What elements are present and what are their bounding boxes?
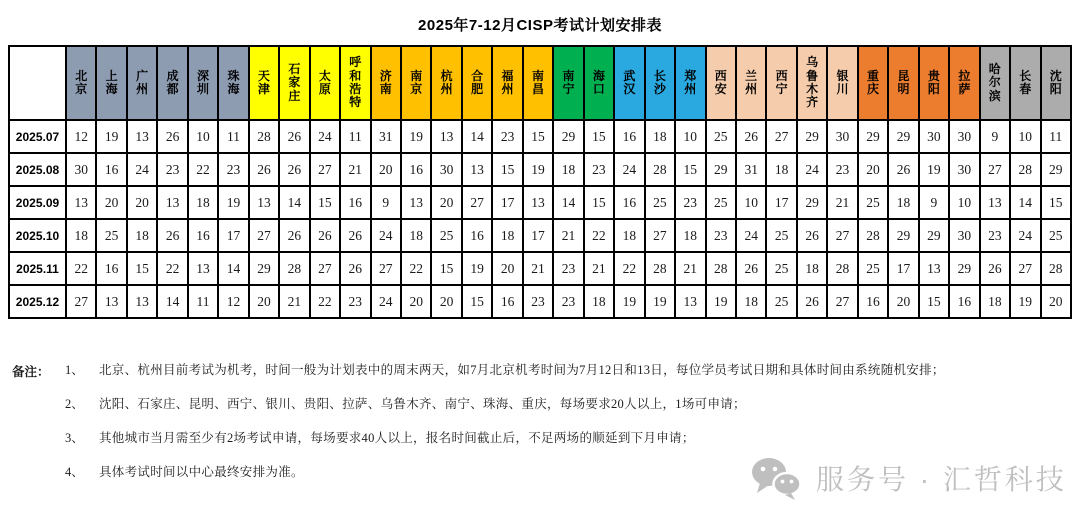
exam-date-cell: 27 [827,219,857,252]
exam-date-cell: 16 [96,252,126,285]
exam-date-cell: 16 [188,219,218,252]
exam-date-cell: 16 [492,285,522,318]
exam-date-cell: 11 [340,120,370,153]
exam-date-cell: 18 [736,285,766,318]
exam-date-cell: 28 [249,120,279,153]
month-row-label: 2025.10 [9,219,66,252]
exam-date-cell: 21 [523,252,553,285]
exam-date-cell: 28 [706,252,736,285]
table-row [9,120,1071,153]
exam-date-cell: 19 [1010,285,1040,318]
exam-date-cell: 15 [492,153,522,186]
exam-date-cell: 23 [675,186,705,219]
exam-date-cell: 18 [980,285,1010,318]
exam-date-cell: 15 [1041,186,1072,219]
exam-date-cell: 25 [431,219,461,252]
exam-date-cell: 27 [310,252,340,285]
exam-date-cell: 29 [706,153,736,186]
exam-date-cell: 10 [188,120,218,153]
exam-date-cell: 14 [279,186,309,219]
exam-date-cell: 30 [949,120,979,153]
city-header: 西安 [706,46,736,120]
city-header: 济南 [371,46,401,120]
exam-date-cell: 14 [462,120,492,153]
exam-date-cell: 17 [218,219,248,252]
exam-date-cell: 24 [614,153,644,186]
exam-date-cell: 26 [736,120,766,153]
exam-date-cell: 25 [96,219,126,252]
exam-date-cell: 26 [157,219,187,252]
exam-date-cell: 25 [706,186,736,219]
exam-date-cell: 26 [340,219,370,252]
exam-date-cell: 28 [279,252,309,285]
exam-date-cell: 30 [431,153,461,186]
note-number: 3、 [65,431,84,445]
exam-date-cell: 21 [675,252,705,285]
exam-date-cell: 25 [858,186,888,219]
exam-date-cell: 18 [797,252,827,285]
exam-date-cell: 26 [797,219,827,252]
exam-date-cell: 20 [431,285,461,318]
exam-date-cell: 19 [401,120,431,153]
exam-date-cell: 27 [1010,252,1040,285]
exam-date-cell: 19 [614,285,644,318]
exam-date-cell: 22 [401,252,431,285]
exam-date-cell: 20 [127,186,157,219]
exam-date-cell: 9 [919,186,949,219]
note-text: 其他城市当月需至少有2场考试申请，每场要求40人以上，报名时间截止后，不足两场的顺延到下月申请； [99,431,695,445]
watermark [750,456,1067,500]
exam-date-cell: 26 [157,120,187,153]
exam-date-cell: 23 [827,153,857,186]
exam-date-cell: 13 [96,285,126,318]
exam-date-cell: 22 [584,219,614,252]
exam-date-cell: 30 [949,153,979,186]
city-header: 广州 [127,46,157,120]
city-header: 长春 [1010,46,1040,120]
exam-date-cell: 27 [66,285,96,318]
exam-date-cell: 13 [127,120,157,153]
exam-date-cell: 27 [827,285,857,318]
exam-date-cell: 13 [188,252,218,285]
city-header: 呼和浩特 [340,46,370,120]
exam-date-cell: 12 [66,120,96,153]
month-row-label: 2025.07 [9,120,66,153]
exam-date-cell: 27 [980,153,1010,186]
exam-date-cell: 20 [1041,285,1072,318]
exam-date-cell: 22 [310,285,340,318]
exam-date-cell: 21 [584,252,614,285]
exam-date-cell: 23 [706,219,736,252]
page-title: 2025年7-12月CISP考试计划安排表 [418,17,662,34]
exam-date-cell: 18 [766,153,796,186]
exam-date-cell: 18 [675,219,705,252]
city-header: 拉萨 [949,46,979,120]
exam-date-cell: 13 [980,186,1010,219]
exam-date-cell: 21 [340,153,370,186]
exam-date-cell: 13 [431,120,461,153]
table-body [9,120,1071,318]
table-row [9,153,1071,186]
exam-date-cell: 24 [736,219,766,252]
exam-date-cell: 28 [645,252,675,285]
exam-date-cell: 27 [249,219,279,252]
exam-date-cell: 26 [279,219,309,252]
exam-date-cell: 31 [736,153,766,186]
corner-cell [9,46,66,120]
exam-date-cell: 17 [492,186,522,219]
exam-date-cell: 23 [980,219,1010,252]
exam-date-cell: 22 [188,153,218,186]
city-header: 银川 [827,46,857,120]
city-header: 天津 [249,46,279,120]
exam-date-cell: 27 [645,219,675,252]
note-text: 北京、杭州目前考试为机考，时间一般为计划表中的周末两天，如7月北京机考时间为7月12日和13日，每位学员考试日期和具体时间由系统随机安排； [99,363,945,377]
table-row [9,285,1071,318]
exam-date-cell: 13 [523,186,553,219]
exam-date-cell: 25 [1041,219,1072,252]
exam-date-cell: 23 [492,120,522,153]
city-header: 兰州 [736,46,766,120]
exam-date-cell: 29 [949,252,979,285]
city-header: 杭州 [431,46,461,120]
exam-schedule-table [8,45,1072,319]
exam-date-cell: 24 [1010,219,1040,252]
exam-date-cell: 29 [249,252,279,285]
exam-date-cell: 9 [371,186,401,219]
exam-date-cell: 14 [1010,186,1040,219]
exam-date-cell: 16 [96,153,126,186]
exam-date-cell: 27 [766,120,796,153]
city-header: 太原 [310,46,340,120]
exam-date-cell: 28 [827,252,857,285]
exam-date-cell: 10 [1010,120,1040,153]
exam-date-cell: 13 [675,285,705,318]
exam-date-cell: 25 [706,120,736,153]
exam-date-cell: 23 [157,153,187,186]
exam-date-cell: 24 [371,219,401,252]
watermark-text: 服务号 · 汇哲科技 [816,464,1067,495]
city-header: 乌鲁木齐 [797,46,827,120]
exam-date-cell: 24 [797,153,827,186]
exam-date-cell: 15 [584,186,614,219]
exam-date-cell: 26 [888,153,918,186]
exam-date-cell: 21 [827,186,857,219]
exam-date-cell: 22 [157,252,187,285]
exam-date-cell: 15 [919,285,949,318]
exam-date-cell: 23 [340,285,370,318]
exam-date-cell: 16 [340,186,370,219]
exam-date-cell: 18 [553,153,583,186]
exam-date-cell: 29 [919,219,949,252]
exam-date-cell: 18 [492,219,522,252]
exam-date-cell: 25 [858,252,888,285]
city-header: 南京 [401,46,431,120]
month-row-label: 2025.11 [9,252,66,285]
exam-date-cell: 27 [462,186,492,219]
city-header: 珠海 [218,46,248,120]
exam-date-cell: 12 [218,285,248,318]
exam-date-cell: 13 [401,186,431,219]
exam-date-cell: 25 [645,186,675,219]
city-header: 长沙 [645,46,675,120]
exam-date-cell: 29 [888,219,918,252]
city-header: 西宁 [766,46,796,120]
exam-date-cell: 11 [188,285,218,318]
exam-date-cell: 20 [492,252,522,285]
exam-date-cell: 16 [614,120,644,153]
exam-date-cell: 16 [614,186,644,219]
exam-date-cell: 26 [310,219,340,252]
exam-date-cell: 11 [1041,120,1072,153]
city-header: 郑州 [675,46,705,120]
exam-date-cell: 27 [310,153,340,186]
exam-date-cell: 26 [279,120,309,153]
exam-date-cell: 15 [462,285,492,318]
exam-date-cell: 25 [766,285,796,318]
table-row [9,186,1071,219]
exam-date-cell: 23 [553,252,583,285]
exam-date-cell: 26 [249,153,279,186]
exam-date-cell: 14 [553,186,583,219]
note-number: 2、 [65,397,84,411]
city-header: 贵阳 [919,46,949,120]
exam-date-cell: 23 [523,285,553,318]
city-header: 福州 [492,46,522,120]
note-item [65,362,1062,378]
exam-date-cell: 26 [279,153,309,186]
note-number: 1、 [65,363,84,377]
exam-date-cell: 20 [401,285,431,318]
exam-date-cell: 19 [462,252,492,285]
exam-date-cell: 21 [279,285,309,318]
exam-date-cell: 30 [66,153,96,186]
exam-date-cell: 14 [218,252,248,285]
exam-date-cell: 28 [858,219,888,252]
exam-date-cell: 20 [371,153,401,186]
exam-date-cell: 13 [157,186,187,219]
note-text: 沈阳、石家庄、昆明、西宁、银川、贵阳、拉萨、乌鲁木齐、南宁、珠海、重庆，每场要求20人以上，1场可申请； [99,397,746,411]
city-header: 南宁 [553,46,583,120]
exam-date-cell: 10 [736,186,766,219]
exam-date-cell: 18 [645,120,675,153]
exam-date-cell: 28 [1041,252,1072,285]
exam-date-cell: 26 [340,252,370,285]
exam-date-cell: 30 [919,120,949,153]
exam-date-cell: 29 [797,120,827,153]
exam-date-cell: 18 [888,186,918,219]
exam-date-cell: 18 [401,219,431,252]
exam-date-cell: 16 [858,285,888,318]
exam-date-cell: 29 [888,120,918,153]
exam-date-cell: 19 [706,285,736,318]
exam-date-cell: 22 [614,252,644,285]
exam-date-cell: 26 [736,252,766,285]
exam-date-cell: 11 [218,120,248,153]
exam-date-cell: 17 [766,186,796,219]
exam-date-cell: 20 [249,285,279,318]
city-header: 南昌 [523,46,553,120]
exam-date-cell: 23 [553,285,583,318]
exam-date-cell: 22 [66,252,96,285]
city-header: 沈阳 [1041,46,1072,120]
exam-date-cell: 15 [431,252,461,285]
exam-date-cell: 9 [980,120,1010,153]
city-header: 成都 [157,46,187,120]
note-item [65,396,1062,412]
exam-date-cell: 25 [766,219,796,252]
note-text: 具体考试时间以中心最终安排为准。 [99,465,304,479]
exam-date-cell: 20 [858,153,888,186]
exam-date-cell: 13 [127,285,157,318]
exam-date-cell: 18 [584,285,614,318]
city-header: 哈尔滨 [980,46,1010,120]
exam-date-cell: 29 [1041,153,1072,186]
exam-date-cell: 20 [96,186,126,219]
exam-date-cell: 13 [249,186,279,219]
exam-date-cell: 26 [980,252,1010,285]
note-number: 4、 [65,465,84,479]
month-row-label: 2025.12 [9,285,66,318]
exam-date-cell: 13 [462,153,492,186]
exam-date-cell: 29 [858,120,888,153]
exam-date-cell: 15 [127,252,157,285]
city-header: 石家庄 [279,46,309,120]
city-header: 重庆 [858,46,888,120]
exam-date-cell: 30 [949,219,979,252]
city-header: 深圳 [188,46,218,120]
exam-date-cell: 23 [584,153,614,186]
exam-date-cell: 18 [188,186,218,219]
exam-date-cell: 20 [888,285,918,318]
exam-date-cell: 29 [553,120,583,153]
city-header: 北京 [66,46,96,120]
exam-date-cell: 18 [127,219,157,252]
exam-date-cell: 14 [157,285,187,318]
exam-date-cell: 16 [949,285,979,318]
city-header: 上海 [96,46,126,120]
exam-date-cell: 21 [553,219,583,252]
city-header: 合肥 [462,46,492,120]
month-row-label: 2025.09 [9,186,66,219]
exam-date-cell: 29 [797,186,827,219]
exam-date-cell: 17 [523,219,553,252]
exam-date-cell: 18 [66,219,96,252]
exam-date-cell: 19 [645,285,675,318]
exam-date-cell: 25 [766,252,796,285]
note-item [65,430,1062,446]
exam-date-cell: 15 [523,120,553,153]
exam-date-cell: 19 [96,120,126,153]
exam-date-cell: 10 [949,186,979,219]
exam-date-cell: 28 [1010,153,1040,186]
exam-date-cell: 16 [401,153,431,186]
exam-date-cell: 24 [371,285,401,318]
exam-date-cell: 20 [431,186,461,219]
notes-label: 备注： [12,365,50,379]
wechat-icon [750,456,802,500]
exam-date-cell: 10 [675,120,705,153]
exam-date-cell: 19 [218,186,248,219]
month-row-label: 2025.08 [9,153,66,186]
exam-date-cell: 27 [371,252,401,285]
exam-date-cell: 15 [310,186,340,219]
exam-date-cell: 24 [127,153,157,186]
exam-date-cell: 19 [919,153,949,186]
exam-date-cell: 15 [675,153,705,186]
exam-date-cell: 13 [919,252,949,285]
exam-date-cell: 19 [523,153,553,186]
table-header [9,46,1071,120]
city-header: 武汉 [614,46,644,120]
table-row [9,252,1071,285]
exam-date-cell: 28 [645,153,675,186]
exam-date-cell: 26 [797,285,827,318]
exam-date-cell: 17 [888,252,918,285]
exam-date-cell: 30 [827,120,857,153]
exam-date-cell: 31 [371,120,401,153]
exam-date-cell: 23 [218,153,248,186]
exam-date-cell: 18 [614,219,644,252]
exam-date-cell: 24 [310,120,340,153]
city-header: 昆明 [888,46,918,120]
city-header: 海口 [584,46,614,120]
exam-date-cell: 13 [66,186,96,219]
exam-date-cell: 16 [462,219,492,252]
table-row [9,219,1071,252]
exam-date-cell: 15 [584,120,614,153]
